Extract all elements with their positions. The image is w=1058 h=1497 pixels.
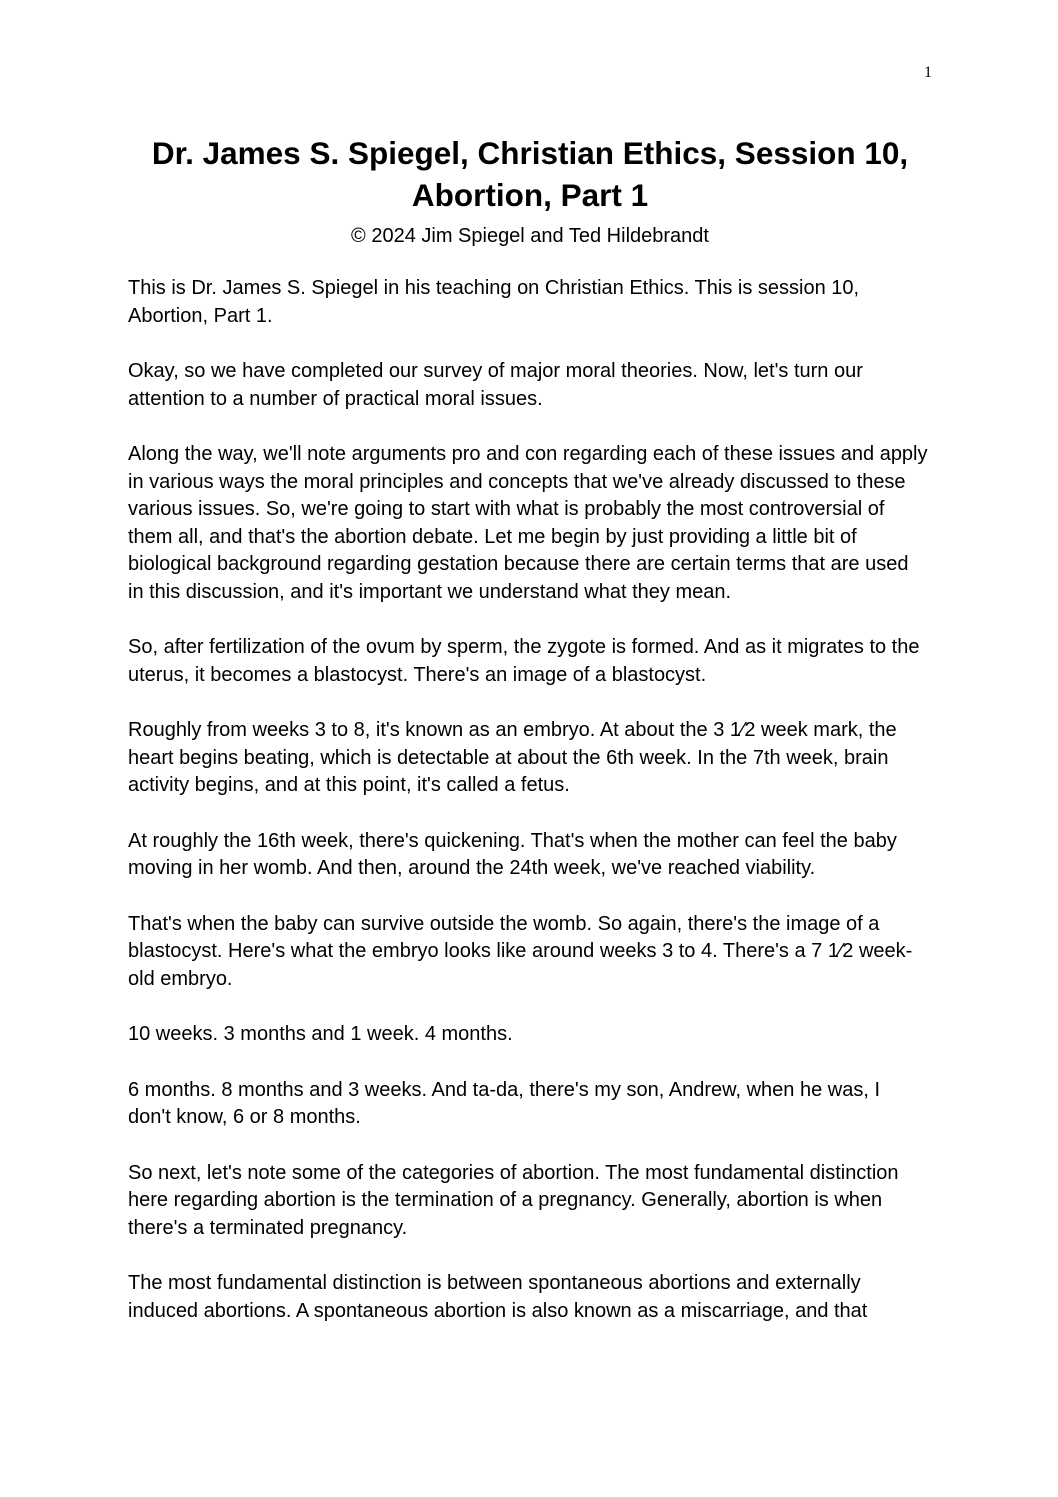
paragraph: Along the way, we'll note arguments pro and con regarding each of these issues and apply in various ways the moral principles and concepts that we've already discussed to these various issues. So, we're going to start with what is probably the most controversial of them all, and that's the abortion debate. Let me begin by just providing a little bit of biological background regarding gestation because there are certain terms that are used in this discussion, and it's important we understand what they mean. xyxy=(128,443,928,603)
paragraph: 10 weeks. 3 months and 1 week. 4 months. xyxy=(128,1023,513,1045)
paragraph: That's when the baby can survive outside the womb. So again, there's the image of a blastocyst. Here's what the embryo looks like around weeks 3 to 4. There's a 7 1⁄2 week-old embryo. xyxy=(128,912,913,990)
paragraph: The most fundamental distinction is between spontaneous abortions and externally induced abortions. A spontaneous abortion is also known as a miscarriage, and that xyxy=(128,1272,868,1322)
paragraph: At roughly the 16th week, there's quickening. That's when the mother can feel the baby moving in her womb. And then, around the 24th week, we've reached viability. xyxy=(128,829,897,879)
document-body xyxy=(128,275,928,1353)
paragraph: Roughly from weeks 3 to 8, it's known as an embryo. At about the 3 1⁄2 week mark, the heart begins beating, which is detectable at about the 6th week. In the 7th week, brain activity begins, and at this point, it's called a fetus. xyxy=(128,719,897,796)
paragraph: This is Dr. James S. Spiegel in his teaching on Christian Ethics. This is session 10, Abortion, Part 1. xyxy=(128,277,860,327)
document-title: Dr. James S. Spiegel, Christian Ethics, Session 10, Abortion, Part 1 xyxy=(151,135,909,213)
copyright-line: © 2024 Jim Spiegel and Ted Hildebrandt xyxy=(351,225,709,247)
paragraph: So, after fertilization of the ovum by sperm, the zygote is formed. And as it migrates to the uterus, it becomes a blastocyst. There's an image of a blastocyst. xyxy=(128,636,920,686)
paragraph: 6 months. 8 months and 3 weeks. And ta-da, there's my son, Andrew, when he was, I don't know, 6 or 8 months. xyxy=(128,1078,881,1128)
page-number: 1 xyxy=(924,64,932,81)
paragraph: Okay, so we have completed our survey of major moral theories. Now, let's turn our attention to a number of practical moral issues. xyxy=(128,360,863,410)
paragraph: So next, let's note some of the categories of abortion. The most fundamental distinction here regarding abortion is the termination of a pregnancy. Generally, abortion is when there's a terminated pregnancy. xyxy=(128,1161,899,1239)
